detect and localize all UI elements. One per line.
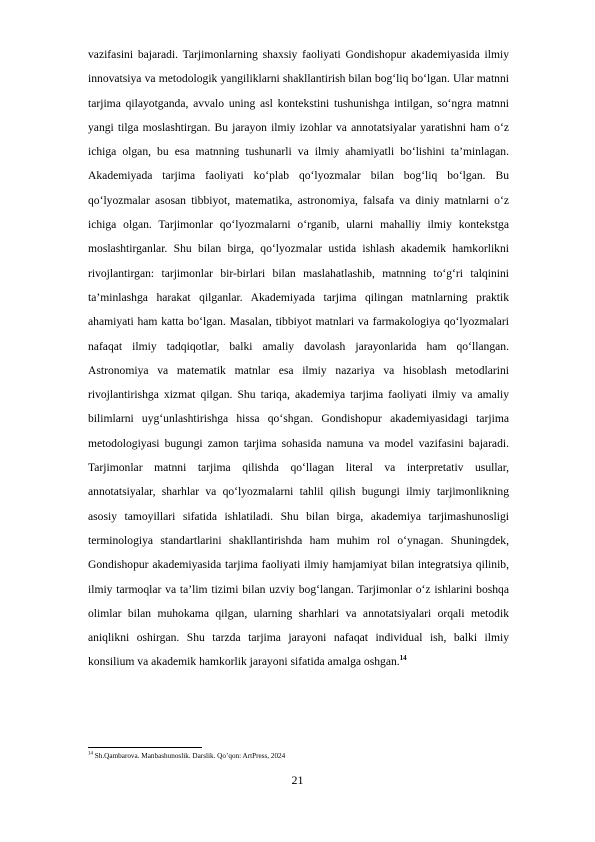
footnote	[88, 751, 509, 761]
footnote-separator	[88, 747, 202, 748]
footnote-text: Sh.Qambarova. Manbashunoslik. Darslik. Qo’qon: ArtPress, 2024	[93, 752, 286, 760]
footnote-reference[interactable]: 14	[399, 654, 407, 663]
body-text: vazifasini bajaradi. Tarjimonlarning shaxsiy faoliyati Gondishopur akademiyasida ilmiy innovatsiya va metodologik yangiliklarni shakllantirish bilan bog‘liq bo‘lgan. Ular matnni tarjima qilayotganda, avvalo uning asl kontekstini tushunishga intilgan, so‘ngra matnni yangi tilga moslashtirgan. Bu jarayon ilmiy izohlar va annotatsiyalar yaratishni ham o‘z ichiga olgan, bu esa matnning tushunarli va ilmiy ahamiyatli bo‘lishini ta’minlagan. Akademiyada tarjima faoliyati ko‘plab qo‘lyozmalar bilan bog‘liq bo‘lgan. Bu qo‘lyozmalar asosan tibbiyot, matematika, astronomiya, falsafa va diniy matnlarni o‘z ichiga olgan. Tarjimonlar qo‘lyozmalarni o‘rganib, ularni mahalliy ilmiy kontekstga moslashtirganlar. Shu bilan birga, qo‘lyozmalar ustida ishlash akademik hamkorlikni rivojlantirgan: tarjimonlar bir-birlari bilan maslahatlashib, matnning to‘g‘ri talqinini ta’minlashga harakat qilganlar. Akademiyada tarjima qilingan matnlarning praktik ahamiyati ham katta bo‘lgan. Masalan, tibbiyot matnlari va farmakologiya qo‘lyozmalari nafaqat ilmiy tadqiqotlar, balki amaliy davolash jarayonlarida ham qo‘llangan. Astronomiya va matematik matnlar esa ilmiy nazariya va hisoblash metodlarini rivojlantirishga xizmat qilgan. Shu tariqa, akademiya tarjima faoliyati ilmiy va amaliy bilimlarni uyg‘unlashtirishga hissa qo‘shgan. Gondishopur akademiyasidagi tarjima metodologiyasi bugungi zamon tarjima sohasida namuna va model vazifasini bajaradi. Tarjimonlar matnni tarjima qilishda qo‘llagan literal va interpretativ usullar, annotatsiyalar, sharhlar va qo‘lyozmalarni tahlil qilish bugungi ilmiy tarjimonlikning asosiy tamoyillari sifatida ishlatiladi. Shu bilan birga, akademiya tarjimashunosligi terminologiya standartlarini shakllantirishda ham muhim rol o‘ynagan. Shuningdek, Gondishopur akademiyasida tarjima faoliyati ilmiy hamjamiyat bilan integratsiya qilinib, ilmiy tarmoqlar va ta’lim tizimi bilan uzviy bog‘langan. Tarjimonlar o‘z ishlarini boshqa olimlar bilan muhokama qilgan, ularning sharhlari va annotatsiyalari orqali metodik aniqlikni oshirgan. Shu tarzda tarjima jarayoni nafaqat individual ish, balki ilmiy konsilium va akademik hamkorlik jarayoni sifatida amalga oshgan.	[88, 48, 509, 669]
footnote-number: 14	[88, 751, 93, 757]
body-paragraph	[88, 43, 509, 675]
page-number: 21	[291, 773, 304, 787]
